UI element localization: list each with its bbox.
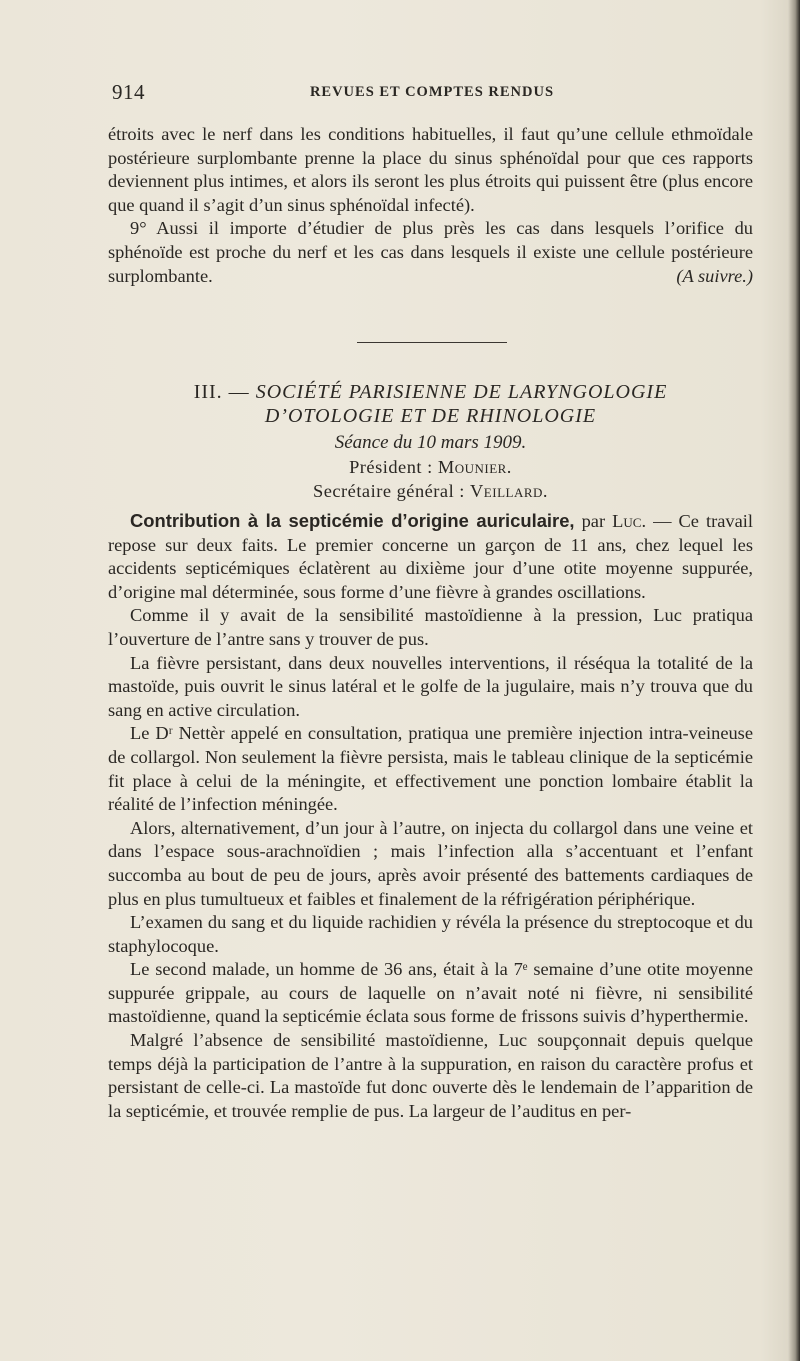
paragraph: L’examen du sang et du liquide rachidien y révéla la présence du streptocoque et du staphylocoque.: [108, 912, 753, 956]
article-title: Contribution à la septicémie d’origine auriculaire,: [130, 510, 575, 531]
article-author: Luc: [612, 511, 642, 531]
page-header: [112, 80, 752, 104]
page-number: 914: [112, 80, 145, 104]
paragraph: Alors, alternativement, d’un jour à l’autre, on injecta du collargol dans une veine et dans l’espace sous-arachnoïdien ; mais l’infection alla s’accentuant et l’enfant succomba au bout de peu de jours, après avoir présenté des battements cardiaques de plus en plus tumultueux et faibles et finalement de la réfrigération périphérique.: [108, 817, 753, 909]
secretary-label: Secrétaire général :: [312, 481, 465, 501]
paragraph: La fièvre persistant, dans deux nouvelles interventions, il réséqua la totalité de la mastoïde, puis ouvrit le sinus latéral et le golfe de la jugulaire, mais n’y trouva que du sang en active circulation.: [108, 652, 753, 720]
article-first-paragraph: [108, 509, 753, 604]
page-edge-shadow: [788, 0, 800, 1361]
paragraph-text: 9° Aussi il importe d’étudier de plus près les cas dans lesquels l’orifice du sphénoïde est proche du nerf et les cas dans lesquels il existe une cellule postérieure surplombante.: [108, 218, 753, 286]
paragraph: étroits avec le nerf dans les conditions habituelles, il faut qu’une cellule ethmoïdale postérieure surplombante prenne la place du sinus sphénoïdal pour que ces rapports deviennent plus intimes, et alors ils seront les plus étroits qui puissent être (plus encore que quand il s’agit d’un sinus sphénoïdal infecté).: [108, 124, 753, 215]
article-block: [108, 509, 753, 1123]
president-name: Mounier.: [437, 457, 512, 477]
to-be-continued: (A suivre.): [676, 265, 753, 286]
section-title-line2: D’OTOLOGIE ET DE RHINOLOGIE: [264, 405, 597, 427]
paragraph: [108, 217, 753, 288]
president-line: [108, 455, 753, 479]
society-name: SOCIÉTÉ PARISIENNE DE LARYNGOLOGIE: [255, 381, 668, 403]
session-date: Séance du 10 mars 1909.: [334, 432, 527, 453]
paragraph: Comme il y avait de la sensibilité mastoïdienne à la pression, Luc pratiqua l’ouverture de l’antre sans y trouver de pus.: [108, 605, 753, 649]
paragraph: Le Dʳ Nettèr appelé en consultation, pratiqua une première injection intra-veineuse de collargol. Non seulement la fièvre persista, mais le tableau clinique de la septicémie fit place à celui de la méningite, et effectivement une ponction lombaire établit la réalité de l’infection méningée.: [108, 723, 753, 815]
byline-prefix: par: [581, 511, 606, 531]
running-head: REVUES ET COMPTES RENDUS: [309, 84, 555, 100]
section-title-line1: [108, 380, 753, 404]
secretary-line: [108, 479, 753, 503]
continued-text-block: [108, 123, 753, 288]
section-number: III. —: [193, 381, 250, 403]
paragraph: Malgré l’absence de sensibilité mastoïdienne, Luc soupçonnait depuis quelque temps déjà la participation de l’antre à la suppuration, en raison du caractère profus et persistant de celle-ci. La mastoïde fut donc ouverte dès le lendemain de l’apparition de la septicémie, et trouvée remplie de pus. La largeur de l’auditus en per-: [108, 1030, 753, 1121]
secretary-name: Veillard.: [470, 481, 549, 501]
section-heading: [108, 380, 753, 503]
paragraph-text: . — Ce travail repose sur deux faits. Le premier concerne un garçon de 11 ans, chez lequel les accidents septicémiques éclatèrent au dixième jour d’une otite moyenne suppurée, d’origine mal déterminée, sous forme d’une fièvre à grandes oscillations.: [108, 511, 753, 602]
president-label: Président :: [349, 457, 433, 477]
paragraph: Le second malade, un homme de 36 ans, était à la 7ᵉ semaine d’une otite moyenne suppurée grippale, au cours de laquelle on n’avait noté ni fièvre, ni sensibilité mastoïdienne, quand la septicémie éclata sous forme de frissons suivis d’hyperthermie.: [108, 959, 753, 1027]
section-divider: [357, 342, 507, 343]
